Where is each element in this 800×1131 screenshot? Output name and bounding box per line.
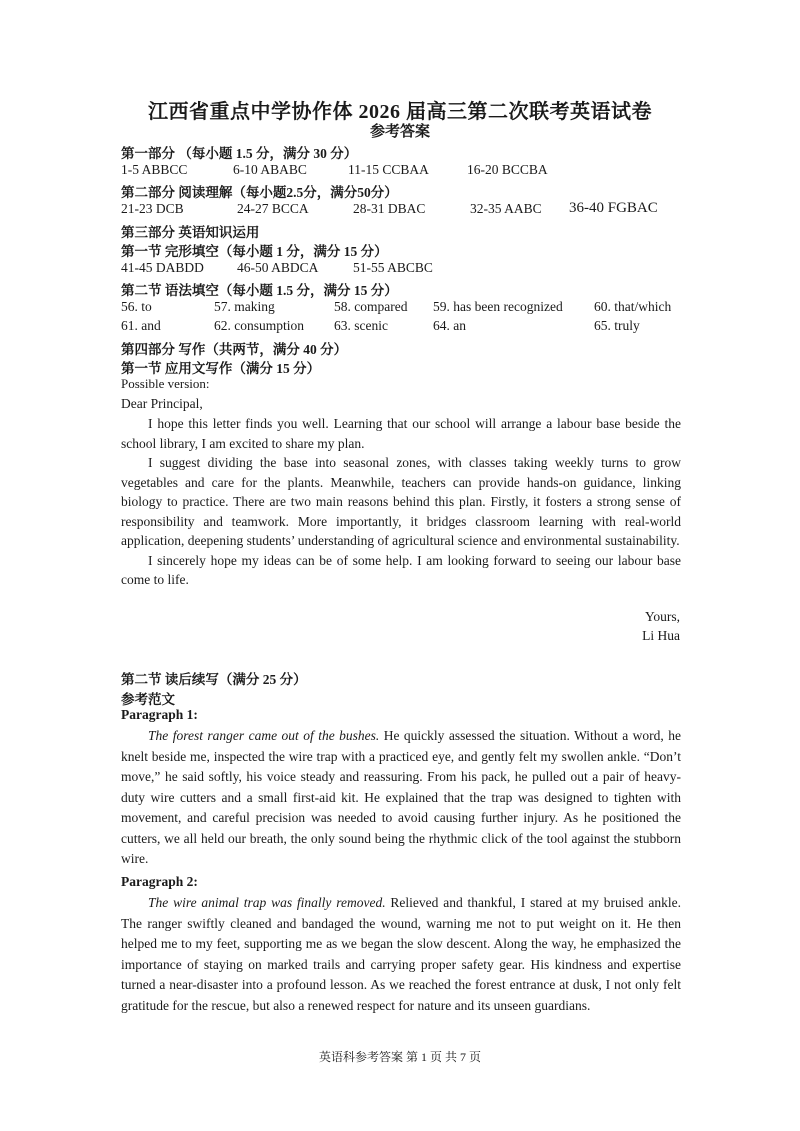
grammar-answer: 60. that/which — [594, 299, 672, 314]
grammar-answer: 57. making — [214, 299, 275, 314]
answer-group: 21-23 DCB — [121, 201, 184, 216]
paragraph2-body: Relieved and thankful, I stared at my bruised ankle. The ranger swiftly cleaned and bandaged the wound, warning me not to put weight on it. He then helped me to my feet, supporting me as we began the slow descent. Along the way, he emphasized the importance of staying on marked trails and carrying proper safety gear. His kindness and expertise turned a near-disaster into a profound lesson. As we reached the forest entrance at dusk, I not only felt gratitude for the rescue, but also a renewed respect for nature and its unseen guardians. — [121, 895, 681, 1013]
answer-group: 16-20 BCCBA — [467, 162, 548, 177]
part4-section1-heading: 第一节 应用文写作（满分 15 分） — [121, 361, 321, 376]
document-subtitle: 参考答案 — [369, 124, 430, 140]
grammar-answer: 62. consumption — [214, 318, 304, 333]
letter-body — [121, 414, 681, 590]
letter-signature: Li Hua — [642, 628, 680, 643]
grammar-answer: 58. compared — [334, 299, 408, 314]
paragraph1-label: Paragraph 1: — [121, 707, 198, 722]
part3-section1-heading: 第一节 完形填空（每小题 1 分，满分 15 分） — [121, 244, 388, 259]
grammar-answer: 56. to — [121, 299, 152, 314]
grammar-answer: 64. an — [433, 318, 466, 333]
answer-group: 1-5 ABBCC — [121, 162, 188, 177]
part3-section2-heading: 第二节 语法填空（每小题 1.5 分，满分 15 分） — [121, 283, 398, 298]
paragraph2-label: Paragraph 2: — [121, 874, 198, 889]
letter-closing: Yours, — [644, 609, 680, 624]
answer-group: 32-35 AABC — [470, 201, 542, 216]
document-title: 江西省重点中学协作体 2026 届高三第二次联考英语试卷 — [148, 101, 652, 123]
paragraph1-lead-sentence: The forest ranger came out of the bushes. — [148, 728, 380, 743]
part2-heading: 第二部分 阅读理解（每小题2.5分，满分50分） — [121, 185, 398, 200]
letter-salutation: Dear Principal, — [121, 396, 203, 411]
answer-group: 51-55 ABCBC — [353, 260, 433, 275]
part3-heading: 第三部分 英语知识运用 — [121, 225, 260, 240]
paragraph2-text — [121, 893, 681, 1016]
answer-group: 24-27 BCCA — [237, 201, 309, 216]
answer-group: 46-50 ABDCA — [237, 260, 319, 275]
answer-group: 11-15 CCBAA — [348, 162, 429, 177]
answer-group: 6-10 ABABC — [233, 162, 307, 177]
grammar-answer: 65. truly — [594, 318, 640, 333]
paragraph1-body: He quickly assessed the situation. Without a word, he knelt beside me, inspected the wire trap with a practiced eye, and gently felt my swollen ankle. “Don’t move,” he said softly, his voice steady and reassuring. From his pack, he pulled out a pair of heavy-duty wire cutters and a small first-aid kit. He explained that the trap was designed to tighten with movement, and careful precision was needed to avoid causing further injury. As he positioned the cutters, we all held our breath, the only sound being the rhythmic click of the tool against the stubborn wire. — [121, 728, 681, 866]
letter-paragraph: I suggest dividing the base into seasonal zones, with classes taking weekly turns to grow vegetables and care for the plants. Meanwhile, teachers can provide hands-on guidance, linking biology to practice. There are two main reasons behind this plan. Firstly, it fosters a strong sense of responsibility and teamwork. More importantly, it bridges classroom learning with real-world application, deepening students’ understanding of agricultural science and environmental sustainability. — [121, 455, 681, 548]
part4-section2-heading: 第二节 读后续写（满分 25 分） — [121, 672, 307, 687]
grammar-answer: 61. and — [121, 318, 161, 333]
part4-heading: 第四部分 写作（共两节，满分 40 分） — [121, 342, 348, 357]
answer-group: 28-31 DBAC — [353, 201, 426, 216]
answer-group: 36-40 FGBAC — [569, 200, 658, 216]
grammar-answer: 63. scenic — [334, 318, 388, 333]
answer-group: 41-45 DABDD — [121, 260, 204, 275]
grammar-answer: 59. has been recognized — [433, 299, 563, 314]
page-footer: 英语科参考答案 第 1 页 共 7 页 — [318, 1050, 481, 1064]
letter-paragraph: I hope this letter finds you well. Learning that our school will arrange a labour base beside the school library, I am excited to share my plan. — [121, 416, 681, 451]
letter-paragraph: I sincerely hope my ideas can be of some help. I am looking forward to seeing our labour base come to life. — [121, 552, 681, 587]
paragraph2-lead-sentence: The wire animal trap was finally removed. — [148, 895, 386, 910]
possible-version-label: Possible version: — [121, 376, 210, 391]
sample-essay-label: 参考范文 — [121, 692, 175, 707]
part1-heading: 第一部分 （每小题 1.5 分，满分 30 分） — [121, 146, 358, 161]
paragraph1-text — [121, 726, 681, 870]
